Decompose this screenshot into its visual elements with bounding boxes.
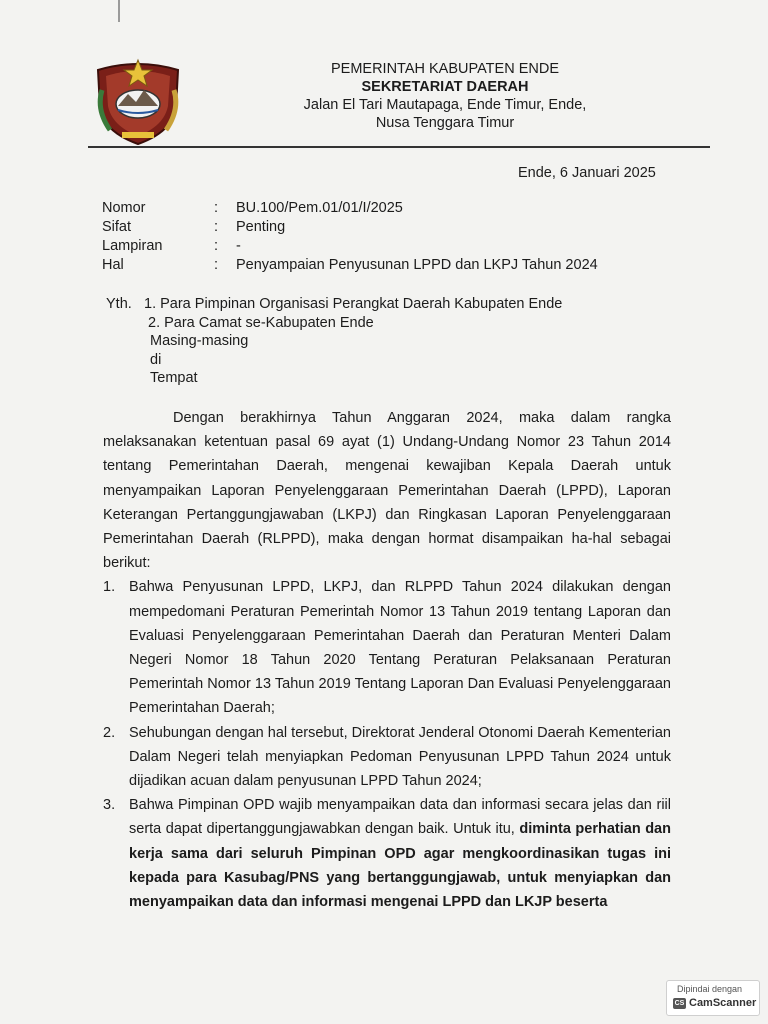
- letterhead-divider: [88, 146, 710, 148]
- meta-label: Lampiran: [102, 238, 163, 254]
- meta-colon: :: [214, 200, 219, 216]
- list-item: [103, 575, 671, 720]
- recipient-item: 2. Para Camat se-Kabupaten Ende: [148, 314, 374, 331]
- meta-colon: :: [214, 238, 219, 254]
- scan-edge-mark: [118, 0, 120, 22]
- meta-label: Nomor: [102, 200, 146, 216]
- letter-meta: [102, 199, 598, 275]
- meta-row-hal: [102, 256, 598, 275]
- list-item-number: 2.: [103, 724, 116, 741]
- intro-paragraph: Dengan berakhirnya Tahun Anggaran 2024, maka dalam rangka melaksanakan ketentuan pasal 69 ayat (1) Undang-Undang Nomor 23 Tahun 2014 tentang Pemerintahan Daerah, mengenai kewajiban Kepala Daerah untuk menyampaikan Laporan Penyelenggaraan Pemerintahan Daerah (LPPD), Laporan Keterangan Pertanggungjawaban (LKPJ) dan Ringkasan Laporan Penyelenggaraan Pemerintahan Daerah (RLPPD), maka dengan hormat disampaikan ha-hal sebagai berikut:: [103, 410, 671, 572]
- meta-value: -: [236, 238, 241, 254]
- watermark-caption: Dipindai dengan: [677, 984, 743, 994]
- points-list: [103, 575, 671, 914]
- meta-row-lampiran: [102, 237, 598, 256]
- recipient-item: 1. Para Pimpinan Organisasi Perangkat Daerah Kabupaten Ende: [144, 296, 563, 312]
- letterhead-province: Nusa Tenggara Timur: [375, 115, 515, 131]
- meta-label: Hal: [102, 257, 124, 273]
- list-item-number: 1.: [103, 579, 116, 596]
- recipients-block: [106, 295, 562, 388]
- meta-value: Penyampaian Penyusunan LPPD dan LKPJ Tahun 2024: [236, 257, 598, 273]
- recipient-salutation: Yth.: [106, 296, 132, 312]
- recipient-line: Masing-masing: [150, 333, 249, 349]
- list-item-text-plain: Bahwa Pimpinan OPD wajib menyampaikan data dan informasi secara jelas dan riil serta dapat dipertanggungjawabkan dengan baik. Untuk itu,: [129, 797, 671, 838]
- list-item-text-bold: diminta perhatian dan kerja sama dari seluruh Pimpinan OPD agar mengkoordinasikan tugas ini kepada para Kasubag/PNS yang bertanggungjawab, untuk menyiapkan dan menyampaikan data dan informasi mengenai LPPD dan LKJP beserta: [129, 821, 671, 911]
- list-item-number: 3.: [103, 797, 116, 814]
- list-item-text: [129, 793, 671, 914]
- meta-value: BU.100/Pem.01/01/I/2025: [236, 200, 403, 216]
- meta-value: Penting: [236, 219, 286, 235]
- watermark-brand: CamScanner: [689, 997, 757, 1009]
- letter-body: [103, 406, 671, 914]
- letterhead-address: Jalan El Tari Mautapaga, Ende Timur, Ende,: [303, 97, 587, 113]
- list-item-text: Sehubungan dengan hal tersebut, Direktorat Jenderal Otonomi Daerah Kementerian Dalam Negeri telah menyiapkan Pedoman Penyusunan LPPD Tahun 2024 untuk dijadikan acuan dalam penyusunan LPPD Tahun 2024;: [129, 724, 671, 790]
- recipient-line: di: [150, 351, 162, 368]
- list-item: [103, 721, 671, 794]
- list-item-text: Bahwa Penyusunan LPPD, LKPJ, dan RLPPD Tahun 2024 dilakukan dengan mempedomani Peraturan Pemerintah Nomor 13 Tahun 2019 tentang Laporan dan Evaluasi Penyelenggaraan Pemerintahan Daerah dan Peraturan Menteri Dalam Negeri Nomor 18 Tahun 2020 Tentang Peraturan Pelaksanaan Peraturan Pemerintah Nomor 13 Tahun 2019 Tentang Laporan Dan Evaluasi Penyelenggaraan Pemerintahan Daerah;: [129, 579, 671, 717]
- meta-colon: :: [214, 257, 219, 273]
- meta-row-nomor: [102, 199, 598, 218]
- recipient-row-1: [106, 295, 562, 314]
- regency-coat-of-arms-icon: [92, 50, 184, 146]
- camscanner-icon: CS: [674, 1000, 685, 1007]
- list-item: [103, 793, 671, 914]
- recipient-line: Tempat: [150, 370, 198, 386]
- camscanner-watermark: [666, 980, 760, 1016]
- letterhead-line1: PEMERINTAH KABUPATEN ENDE: [330, 61, 559, 77]
- letter-date: Ende, 6 Januari 2025: [518, 165, 656, 181]
- meta-label: Sifat: [102, 219, 132, 235]
- letterhead-line2: SEKRETARIAT DAERAH: [361, 79, 529, 95]
- meta-row-sifat: [102, 218, 598, 237]
- meta-colon: :: [214, 219, 219, 235]
- letterhead: [230, 60, 660, 132]
